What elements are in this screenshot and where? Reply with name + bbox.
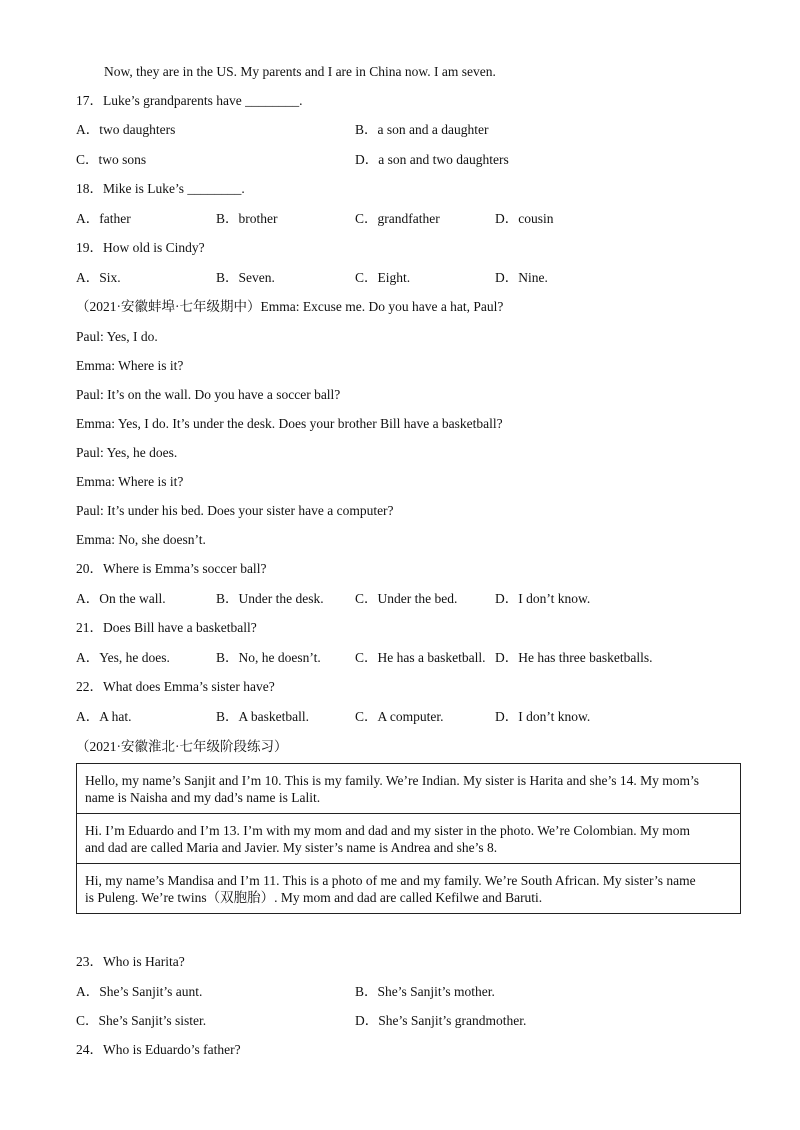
q19-option-a: A．Six. — [76, 270, 121, 285]
q18-option-c: C．grandfather — [355, 211, 440, 226]
q17-option-d: D．a son and two daughters — [355, 152, 509, 167]
passage-cell-eduardo — [77, 814, 741, 864]
q20-option-d: D．I don’t know. — [495, 591, 591, 606]
passage-line: is Puleng. We’re twins（双胞胎）. My mom and dad are called Kefilwe and Baruti. — [85, 890, 543, 905]
question-19: 19．How old is Cindy? — [76, 240, 205, 255]
q20-option-b: B．Under the desk. — [216, 591, 324, 606]
passage-row — [77, 764, 741, 814]
q18-option-b: B．brother — [216, 211, 278, 226]
q18-option-d: D．cousin — [495, 211, 554, 226]
q19-option-b: B．Seven. — [216, 270, 275, 285]
q17-option-c: C．two sons — [76, 152, 147, 167]
q21-option-d: D．He has three basketballs. — [495, 650, 653, 665]
q21-option-a: A．Yes, he does. — [76, 650, 170, 665]
passage-table — [76, 763, 741, 914]
passage-line: and dad are called Maria and Javier. My sister’s name is Andrea and she’s 8. — [85, 840, 498, 855]
passage-line: name is Naisha and my dad’s name is Lalit. — [85, 790, 321, 805]
q18-option-a: A．father — [76, 211, 131, 226]
question-18: 18．Mike is Luke’s ________. — [76, 181, 245, 196]
passage-line: Hi. I’m Eduardo and I’m 13. I’m with my mom and dad and my sister in the photo. We’re Colombian. My mom — [85, 823, 690, 838]
dialogue-line: Emma: Where is it? — [76, 358, 184, 373]
passage-row — [77, 864, 741, 914]
dialogue-line: Paul: It’s on the wall. Do you have a soccer ball? — [76, 387, 341, 402]
question-17: 17．Luke’s grandparents have ________. — [76, 93, 303, 108]
q22-option-b: B．A basketball. — [216, 709, 309, 724]
q21-option-c: C．He has a basketball. — [355, 650, 486, 665]
q23-option-a: A．She’s Sanjit’s aunt. — [76, 984, 203, 999]
passage-cell-mandisa — [77, 864, 741, 914]
source-label: （2021·安徽淮北·七年级阶段练习） — [76, 739, 288, 754]
passage-line: Hello, my name’s Sanjit and I’m 10. This is my family. We’re Indian. My sister is Harita and she’s 14. My mom’s — [85, 773, 699, 788]
passage-row — [77, 814, 741, 864]
dialogue-line: Paul: Yes, I do. — [76, 329, 158, 344]
q20-option-c: C．Under the bed. — [355, 591, 458, 606]
q22-option-a: A．A hat. — [76, 709, 132, 724]
passage-line: Hi, my name’s Mandisa and I’m 11. This is a photo of me and my family. We’re South African. My sister’s name — [85, 873, 696, 888]
question-22: 22．What does Emma’s sister have? — [76, 679, 275, 694]
q19-option-d: D．Nine. — [495, 270, 548, 285]
dialogue-line: Paul: Yes, he does. — [76, 445, 178, 460]
q21-option-b: B．No, he doesn’t. — [216, 650, 321, 665]
q17-option-a: A．two daughters — [76, 122, 176, 137]
intro-line: Now, they are in the US. My parents and I are in China now. I am seven. — [104, 64, 496, 79]
q22-option-d: D．I don’t know. — [495, 709, 591, 724]
dialogue-line: （2021·安徽蚌埠·七年级期中）Emma: Excuse me. Do you have a hat, Paul? — [76, 299, 504, 314]
question-20: 20．Where is Emma’s soccer ball? — [76, 561, 267, 576]
dialogue-line: Emma: Yes, I do. It’s under the desk. Does your brother Bill have a basketball? — [76, 416, 503, 431]
q23-option-b: B．She’s Sanjit’s mother. — [355, 984, 495, 999]
q22-option-c: C．A computer. — [355, 709, 444, 724]
passage-cell-sanjit — [77, 764, 741, 814]
dialogue-line: Paul: It’s under his bed. Does your sister have a computer? — [76, 503, 394, 518]
q20-option-a: A．On the wall. — [76, 591, 166, 606]
q17-option-b: B．a son and a daughter — [355, 122, 489, 137]
q23-option-d: D．She’s Sanjit’s grandmother. — [355, 1013, 527, 1028]
q23-option-c: C．She’s Sanjit’s sister. — [76, 1013, 207, 1028]
question-24: 24．Who is Eduardo’s father? — [76, 1042, 241, 1057]
q19-option-c: C．Eight. — [355, 270, 411, 285]
question-21: 21．Does Bill have a basketball? — [76, 620, 257, 635]
dialogue-line: Emma: Where is it? — [76, 474, 184, 489]
question-23: 23．Who is Harita? — [76, 954, 185, 969]
dialogue-line: Emma: No, she doesn’t. — [76, 532, 206, 547]
